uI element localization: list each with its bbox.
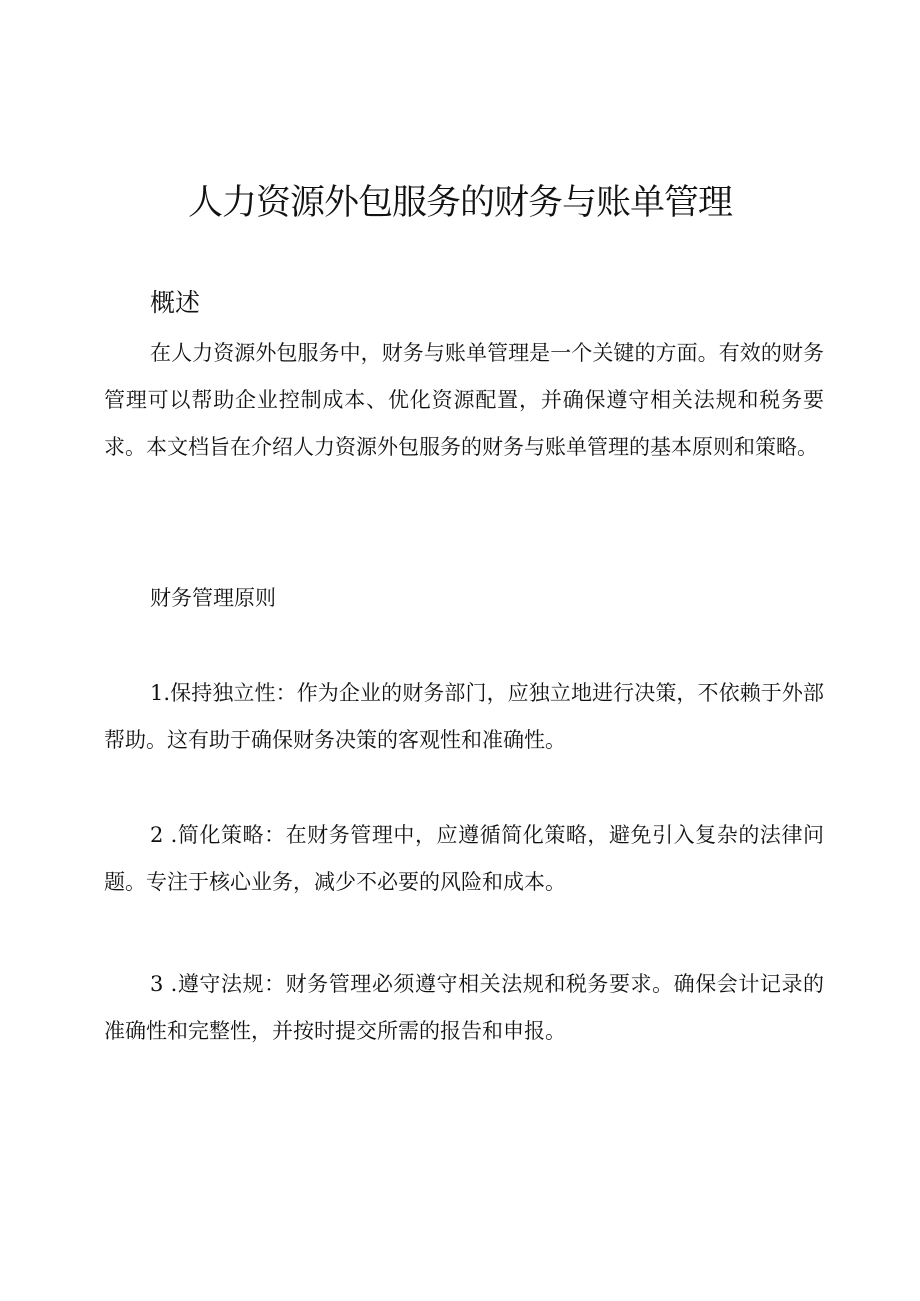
principle-number: 2 . bbox=[150, 823, 178, 847]
principles-heading: 财务管理原则 bbox=[150, 586, 276, 610]
principle-item-2 bbox=[104, 812, 824, 906]
principle-text: 保持独立性：作为企业的财务部门，应独立地进行决策，不依赖于外部帮助。这有助于确保财务决策的客观性和准确性。 bbox=[104, 681, 824, 752]
document-title: 人力资源外包服务的财务与账单管理 bbox=[187, 183, 732, 223]
principle-item-1 bbox=[104, 670, 824, 764]
principle-text: 简化策略：在财务管理中，应遵循简化策略，避免引入复杂的法律问题。专注于核心业务，减少不必要的风险和成本。 bbox=[104, 823, 825, 894]
overview-heading: 概述 bbox=[150, 288, 201, 317]
principle-number: 3 . bbox=[150, 972, 178, 996]
principle-text: 遵守法规：财务管理必须遵守相关法规和税务要求。确保会计记录的准确性和完整性，并按时提交所需的报告和申报。 bbox=[104, 972, 825, 1043]
overview-paragraph: 在人力资源外包服务中，财务与账单管理是一个关键的方面。有效的财务管理可以帮助企业控制成本、优化资源配置，并确保遵守相关法规和税务要求。本文档旨在介绍人力资源外包服务的财务与账单管理的基本原则和策略。 bbox=[104, 341, 824, 459]
principle-item-3 bbox=[104, 961, 824, 1055]
principle-number: 1. bbox=[150, 681, 171, 705]
